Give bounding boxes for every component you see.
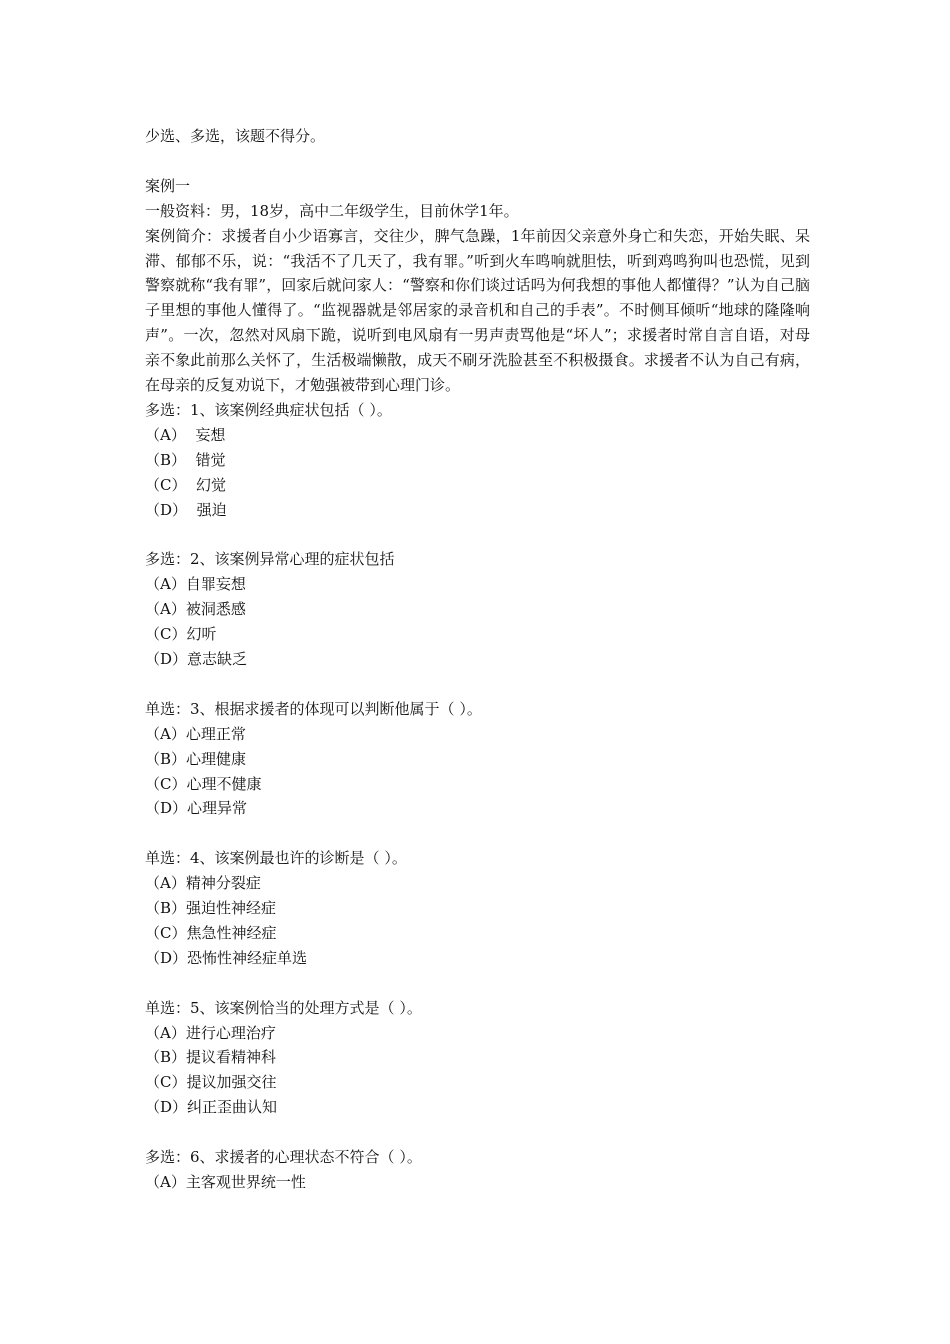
blank-line [145,1120,810,1145]
question-6 [145,1145,810,1195]
question-stem: 单选：5、该案例恰当的处理方式是（ ）。 [145,998,422,1017]
option-d: （D）意志缺乏 [145,650,248,668]
case-general-info: 一般资料：男，18岁，高中二年级学生，目前休学1年。 [145,201,519,220]
question-4 [145,846,810,971]
option-c: （C）焦急性神经症 [145,923,277,942]
option-d: （D）心理异常 [145,799,248,818]
option-c: （C）幻听 [145,625,217,644]
blank-line [145,522,810,547]
option-c: （C）提议加强交往 [145,1073,277,1092]
blank-line [145,821,810,846]
option-a: （A）精神分裂症 [145,874,261,893]
option-d: （D）纠正歪曲认知 [145,1098,278,1117]
question-stem: 单选：3、根据求援者的体现可以判断他属于（ ）。 [145,699,482,718]
option-a: （A）主客观世界统一性 [145,1172,306,1191]
intro-line: 少选、多选，该题不得分。 [145,127,326,145]
option-a: （A）自罪妄想 [145,575,246,594]
question-stem: 多选：1、该案例经典症状包括（ ）。 [145,400,392,419]
option-b: （B）心理健康 [145,749,247,768]
question-1 [145,398,810,523]
option-c: （C）心理不健康 [145,774,262,793]
option-b: （B）提议看精神科 [145,1048,277,1067]
option-d: （D） 强迫 [145,500,227,519]
option-c: （C） 幻觉 [145,475,227,494]
option-a: （A）心理正常 [145,724,246,743]
question-3 [145,697,810,822]
question-stem: 多选：6、求援者的心理状态不符合（ ）。 [145,1148,422,1167]
blank-line [145,971,810,996]
document-page [145,124,810,1195]
blank-line [145,149,810,174]
option-b: （B）强迫性神经症 [145,899,277,918]
case-title: 案例一 [145,176,191,195]
case-summary: 案例简介：求援者自小少语寡言，交往少，脾气急躁，1年前因父亲意外身亡和失恋，开始失眠、呆滞、郁郁不乐，说：“我活不了几天了，我有罪。”听到火车鸣响就胆怯，听到鸡鸣狗叫也恐慌，见到警察就称“我有罪”，回家后就问家人：“警察和你们谈过话吗为何我想的事他人都懂得？”认为自己脑子里想的事他人懂得了。“监视器就是邻居家的录音机和自己的手表”。不时侧耳倾听“地球的隆隆响声”。一次，忽然对风扇下跪，说听到电风扇有一男声责骂他是“坏人”；求援者时常自言自语，对母亲不象此前那么关怀了，生活极端懒散，成天不刷牙洗脸甚至不积极摄食。求援者不认为自己有病，在母亲的反复劝说下，才勉强被带到心理门诊。 [145,226,810,395]
option-b: （B） 错觉 [145,450,226,469]
question-2 [145,547,810,672]
option-a: （A） 妄想 [145,425,226,444]
option-a: （A）进行心理治疗 [145,1023,276,1042]
question-5 [145,996,810,1121]
option-d: （D）恐怖性神经症单选 [145,948,308,967]
question-stem: 多选：2、该案例异常心理的症状包括 [145,550,395,569]
question-stem: 单选：4、该案例最也许的诊断是（ ）。 [145,849,407,868]
option-a-second: （A）被洞悉感 [145,600,246,619]
blank-line [145,672,810,697]
